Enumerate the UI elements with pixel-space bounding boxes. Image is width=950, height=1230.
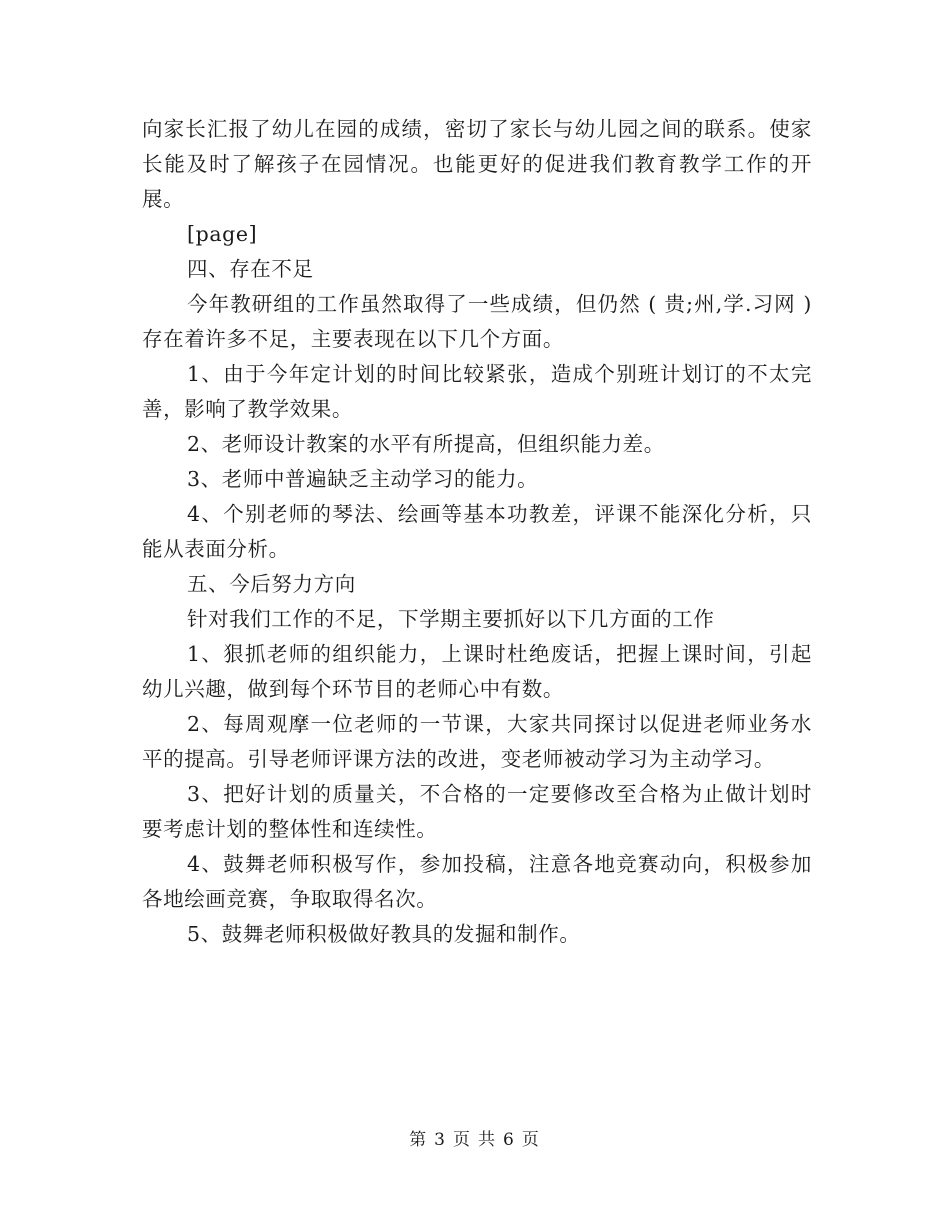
- page-footer: [0, 1125, 950, 1150]
- document-body: [142, 112, 812, 952]
- page-marker: [page]: [187, 222, 258, 246]
- section-heading-shortcomings: 四、存在不足: [187, 257, 314, 281]
- list-item-shortcoming-3: 3、老师中普遍缺乏主动学习的能力。: [187, 467, 539, 491]
- footer-label-di: 第: [409, 1130, 429, 1150]
- list-item-shortcoming-1: 1、由于今年定计划的时间比较紧张，造成个别班计划订的不太完善，影响了教学效果。: [142, 362, 812, 421]
- footer-label-gong: 共: [478, 1130, 497, 1150]
- footer-total-pages: 6: [503, 1130, 516, 1150]
- list-item-plan-4: 4、鼓舞老师积极写作，参加投稿，注意各地竞赛动向，积极参加各地绘画竞赛，争取取得名次。: [142, 852, 812, 911]
- paragraph-future-summary: 针对我们工作的不足，下学期主要抓好以下几方面的工作: [187, 607, 715, 631]
- paragraph-shortcomings-summary: 今年教研组的工作虽然取得了一些成绩，但仍然 ( 贵;州,学.习网 )存在着许多不足，主要表现在以下几个方面。: [142, 292, 812, 351]
- list-item-plan-5: 5、鼓舞老师积极做好教具的发掘和制作。: [187, 922, 581, 946]
- list-item-shortcoming-2: 2、老师设计教案的水平有所提高，但组织能力差。: [187, 432, 665, 456]
- section-heading-future-direction: 五、今后努力方向: [187, 572, 356, 596]
- list-item-plan-2: 2、每周观摩一位老师的一节课，大家共同探讨以促进老师业务水平的提高。引导老师评课方法的改进，变老师被动学习为主动学习。: [142, 712, 812, 771]
- footer-label-ye-end: 页: [521, 1130, 541, 1150]
- list-item-plan-1: 1、狠抓老师的组织能力，上课时杜绝废话，把握上课时间，引起幼儿兴趣，做到每个环节目的老师心中有数。: [142, 642, 812, 701]
- footer-label-ye: 页: [453, 1130, 472, 1150]
- list-item-shortcoming-4: 4、个别老师的琴法、绘画等基本功教差，评课不能深化分析，只能从表面分析。: [142, 502, 812, 561]
- footer-current-page: 3: [434, 1130, 447, 1150]
- paragraph-intro-continuation: 向家长汇报了幼儿在园的成绩，密切了家长与幼儿园之间的联系。使家长能及时了解孩子在园情况。也能更好的促进我们教育教学工作的开展。: [142, 117, 812, 211]
- list-item-plan-3: 3、把好计划的质量关，不合格的一定要修改至合格为止做计划时要考虑计划的整体性和连续性。: [142, 782, 812, 841]
